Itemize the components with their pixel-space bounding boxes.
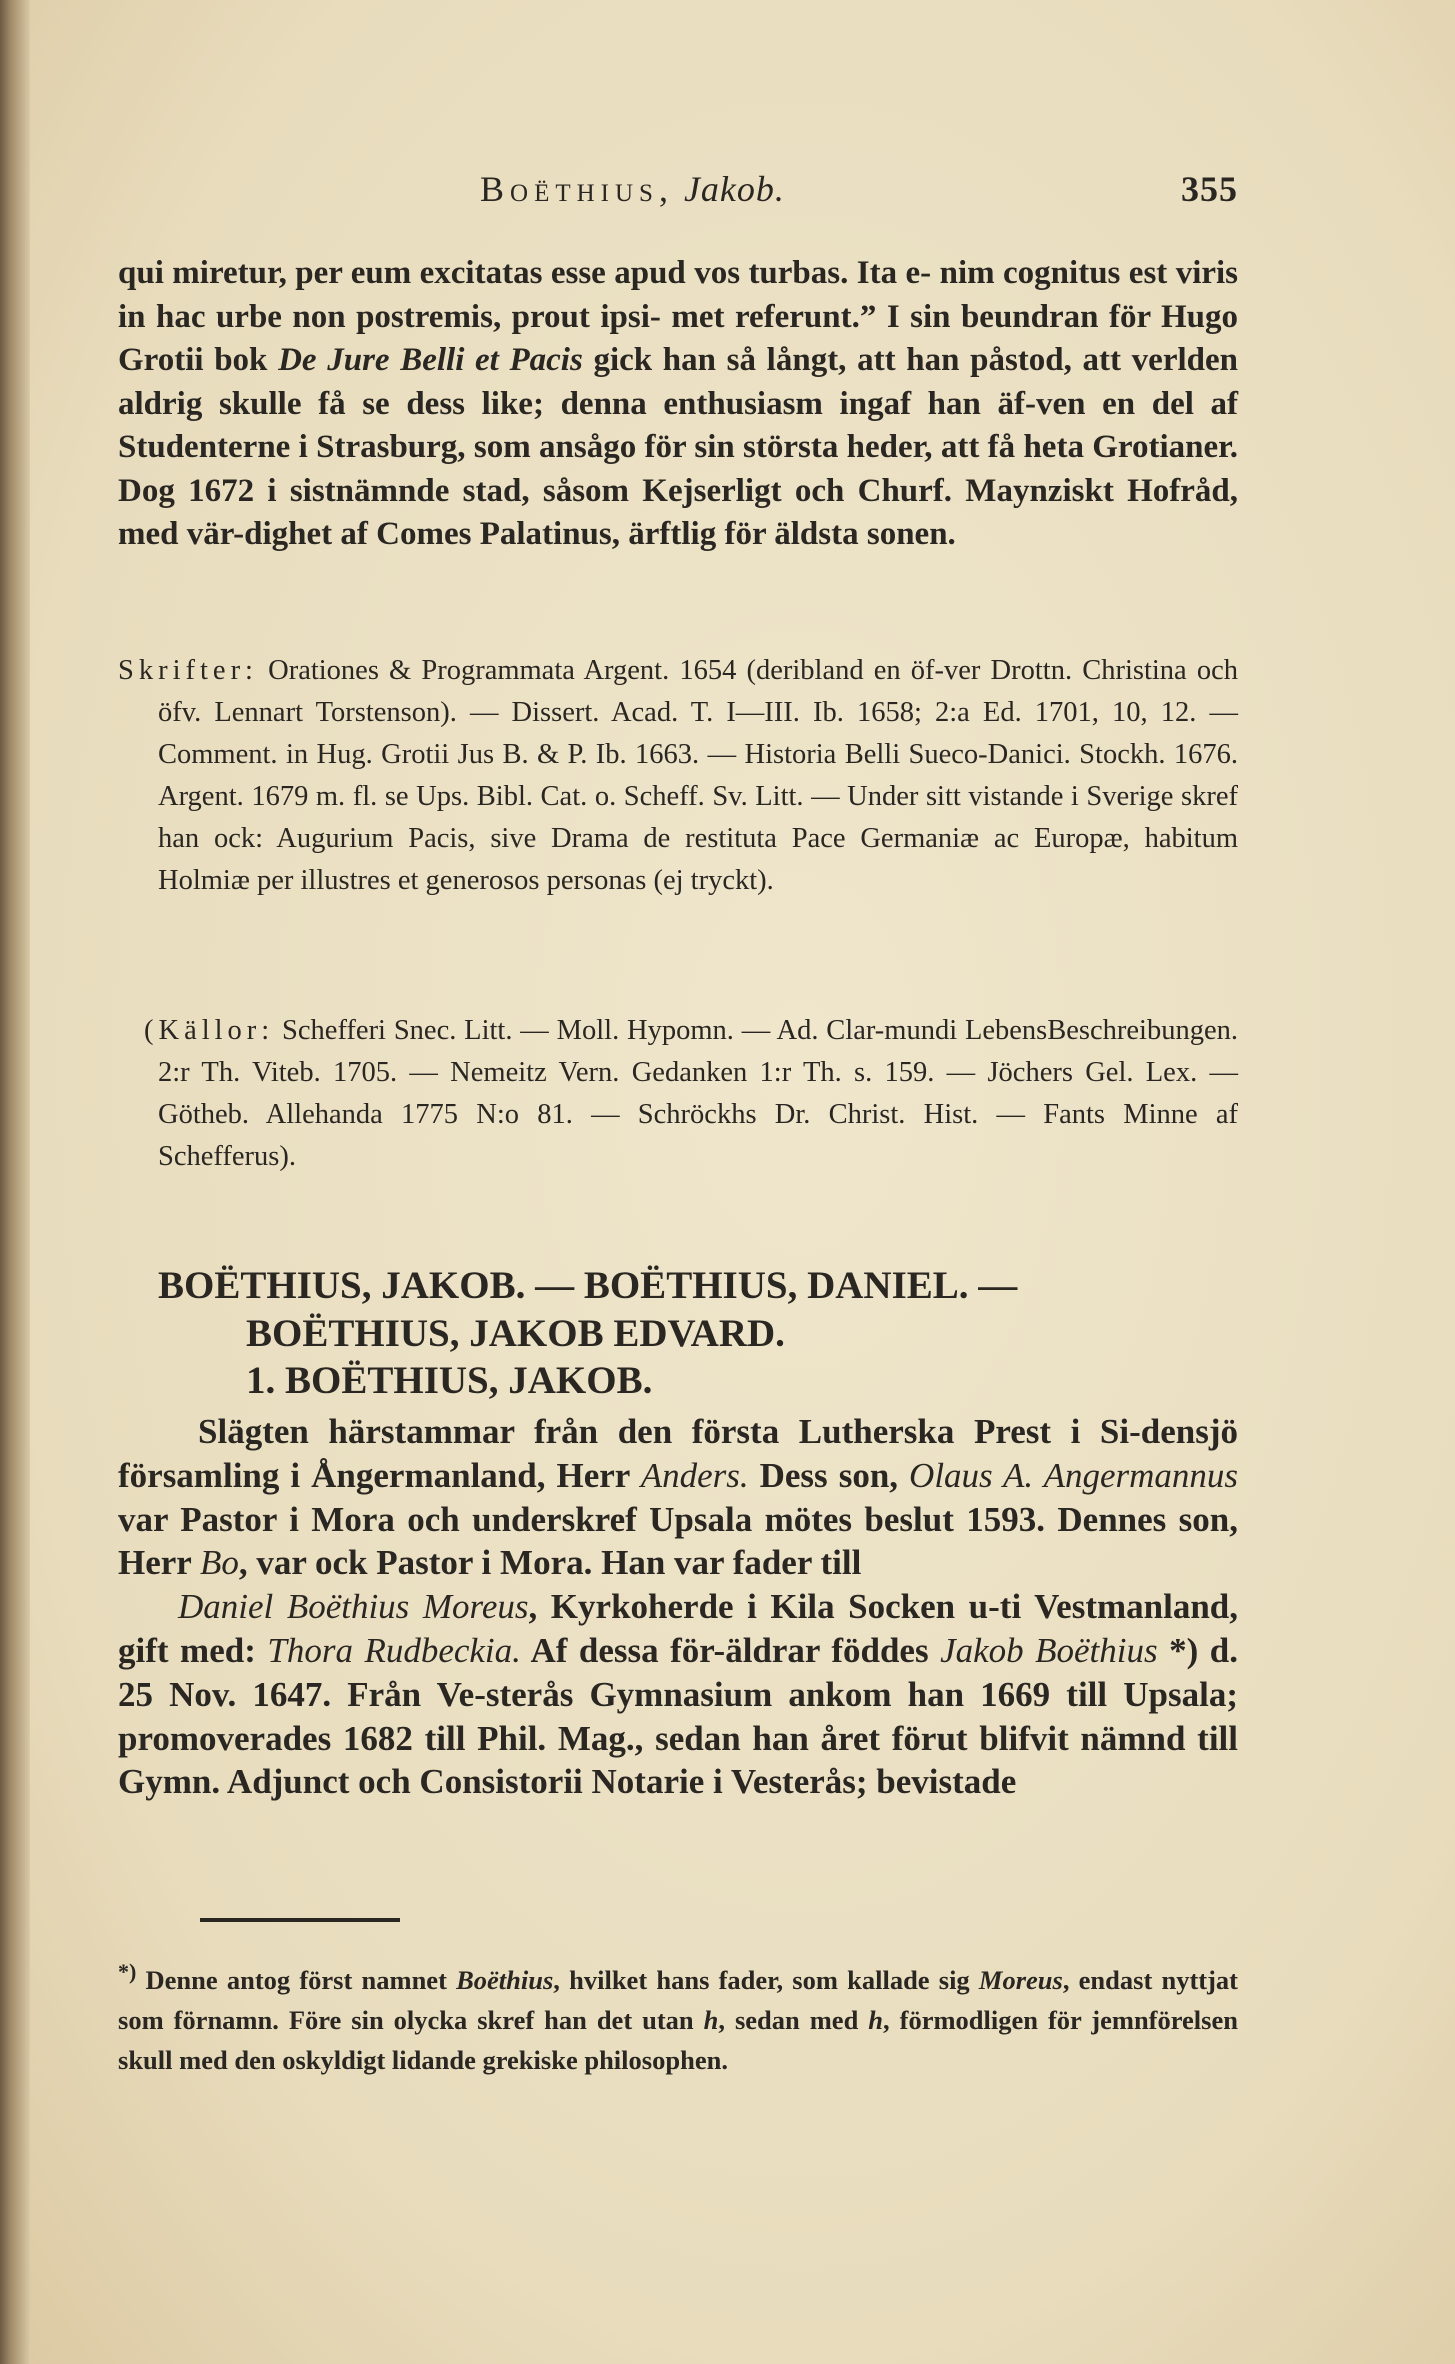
skrifter-section [118,650,1238,902]
footnote-text-1: Denne antog först namnet [136,1964,457,1995]
p1-line3: met referunt.” I sin beundran för Hugo Grotii bok [118,298,1238,378]
footnote-text-2: , hvilket hans fader, som kallade sig [553,1964,979,1995]
name-jakob: Jakob Boëthius [940,1630,1158,1670]
page-number: 355 [1181,169,1238,209]
running-head-name: Boëthius, [480,169,674,209]
footnote-divider [200,1918,400,1922]
genealogy-text-1: Slägten härstammar från den första Lutherska Prest i Si-densjö församling i Ångermanland, Herr [118,1412,1238,1495]
paragraph-genealogy [118,1410,1238,1804]
kallor-text: Schefferi Snec. Litt. — Moll. Hypomn. — Ad. Clar-mundi LebensBeschreibungen. 2:r Th. Viteb. 1705. — Nemeitz Vern. Gedanken 1:r Th. s. 159. — Jöchers Gel. Lex. — Götheb. Allehanda 1775 N:o 81. — Schröckhs Dr. Christ. Hist. — Fants Minne af Schefferus). [158,1015,1238,1172]
genealogy-text-7: *) d. 25 Nov. 1647. Från Ve-sterås Gymnasium ankom han 1669 till Upsala; promoverades 1682 till Phil. Mag., sedan han året förut blifvit nämnd till Gymn. Adjunct och Consistorii Notarie i Vesterås; bevistade [118,1630,1238,1802]
genealogy-text-2: Dess son, [748,1455,910,1495]
genealogy-text-3: var Pastor i Mora och underskref Upsala mötes beslut 1593. Dennes son, Herr [118,1499,1238,1583]
heading-line1: BOËTHIUS, JAKOB. — BOËTHIUS, DANIEL. — [158,1264,1018,1307]
name-anders: Anders. [640,1455,749,1495]
p1-line1: qui miretur, per eum excitatas esse apud vos turbas. Ita e- [118,255,932,291]
section-heading [158,1262,1248,1358]
kallor-label: (Källor: [144,1015,275,1046]
footnote-name-moreus: Moreus [978,1964,1063,1995]
p1-line2: nim cognitus est viris in hac urbe non postremis, prout ipsi- [118,255,1239,335]
subsection-heading: 1. BOËTHIUS, JAKOB. [246,1359,653,1402]
footnote-text-3: , endast nyttjat som förnamn. Före sin olycka skref han det utan [118,1964,1238,2035]
footnote-name-boethius: Boëthius [456,1964,554,1995]
footnote-text-5: , förmodligen för jemnförelsen skull med den oskyldigt lidande grekiske philosophen. [118,2004,1238,2075]
name-bo: Bo [199,1543,239,1583]
genealogy-text-5: , Kyrkoherde i Kila Socken u-ti Vestmanland, gift med: [118,1587,1239,1670]
footnote-letter-h-1: h [703,2004,719,2035]
p1-rest: gick han så långt, att han påstod, att verlden aldrig skulle få se dess like; denna enthusiasm ingaf han äf-ven en del af Studenterne i Strasburg, som ansågo för sin största heder, att få heta Grotianer. Dog 1672 i sistnämnde stad, såsom Kejserligt och Churf. Maynziskt Hofråd, med vär-dighet af Comes Palatinus, ärftlig för äldsta sonen. [118,342,1238,552]
skrifter-label: Skrifter: [118,655,258,686]
page-header [118,162,1238,222]
paragraph-1 [118,252,1238,557]
footnote [118,1952,1238,2080]
footnote-letter-h-2: h [868,2004,884,2035]
name-daniel: Daniel Boëthius Moreus [178,1587,529,1627]
genealogy-text-4: , var ock Pastor i Mora. Han var fader till [238,1543,862,1583]
p1-book-title: De Jure Belli et Pacis [278,342,583,378]
kallor-section [118,1010,1238,1178]
name-thora: Thora Rudbeckia. [267,1630,521,1670]
page-gutter [0,0,30,2364]
running-head [480,168,785,210]
footnote-text-4: , sedan med [718,2004,869,2035]
genealogy-text-6: Af dessa för-äldrar föddes [520,1630,941,1670]
heading-line2: BOËTHIUS, JAKOB EDVARD. [246,1312,785,1355]
name-olaus: Olaus A. Angermannus [909,1455,1238,1495]
running-head-italic: Jakob. [683,169,785,209]
skrifter-text: Orationes & Programmata Argent. 1654 (deribland en öf-ver Drottn. Christina och öfv. Lennart Torstenson). — Dissert. Acad. T. I—III. Ib. 1658; 2:a Ed. 1701, 10, 12. — Comment. in Hug. Grotii Jus B. & P. Ib. 1663. — Historia Belli Sueco-Danici. Stockh. 1676. Argent. 1679 m. fl. se Ups. Bibl. Cat. o. Scheff. Sv. Litt. — Under sitt vistande i Sverige skref han ock: Augurium Pacis, sive Drama de restituta Pace Germaniæ ac Europæ, habitum Holmiæ per illustres et generosos personas (ej tryckt). [158,655,1238,896]
footnote-mark: *) [118,1959,137,1984]
